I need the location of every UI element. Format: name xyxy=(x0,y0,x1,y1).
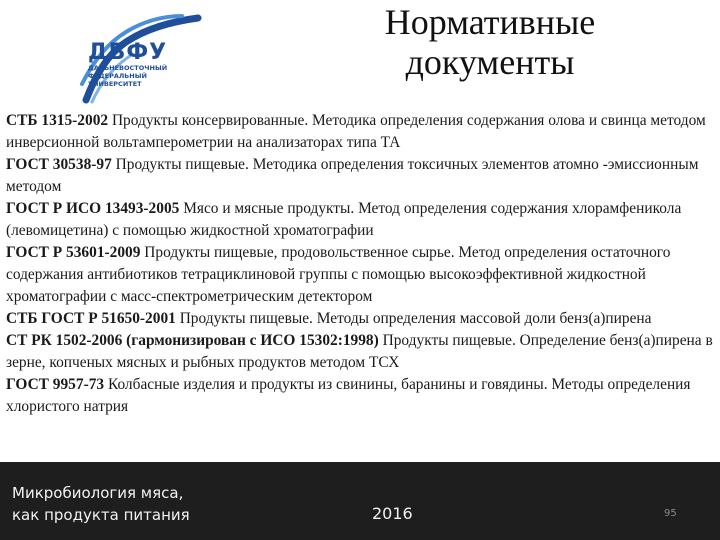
course-title xyxy=(12,482,190,526)
dvfu-logo xyxy=(78,14,218,104)
slide-title-line1: Нормативные xyxy=(384,2,596,42)
document-item xyxy=(6,308,714,330)
footer-bar xyxy=(0,462,720,540)
logo-subtitle-line2: ФЕДЕРАЛЬНЫЙ xyxy=(88,72,147,80)
document-item xyxy=(6,110,714,154)
logo-abbreviation: ДВФУ xyxy=(88,40,168,65)
document-item xyxy=(6,198,714,242)
course-title-line1: Микробиология мяса, xyxy=(12,484,184,502)
document-description: Продукты пищевые, продовольственное сырье. Метод определения остаточного содержания антибиотиков тетрациклиновой группы с помощью высокоэффективной жидкостной хроматографии с масс-спектрометрическим детектором xyxy=(6,244,671,305)
document-code: СТБ ГОСТ Р 51650-2001 xyxy=(6,310,176,327)
logo-subtitle-line1: ДАЛЬНЕВОСТОЧНЫЙ xyxy=(88,64,168,72)
documents-list xyxy=(6,110,714,418)
document-description: Колбасные изделия и продукты из свинины, баранины и говядины. Методы определения хлористого натрия xyxy=(6,376,691,415)
document-item xyxy=(6,330,714,374)
document-code: СТ РК 1502-2006 (гармонизирован с ИСО 15302:1998) xyxy=(6,332,379,349)
document-description: Мясо и мясные продукты. Метод определения содержания хлорамфеникола (левомицетина) с помощью жидкостной хроматографии xyxy=(6,200,682,239)
logo-text xyxy=(88,42,167,88)
document-code: ГОСТ Р ИСО 13493-2005 xyxy=(6,200,180,217)
document-code: ГОСТ Р 53601-2009 xyxy=(6,244,141,261)
document-item xyxy=(6,154,714,198)
slide-title xyxy=(340,2,640,82)
document-code: СТБ 1315-2002 xyxy=(6,112,109,129)
document-code: ГОСТ 9957-73 xyxy=(6,376,105,393)
document-description: Продукты пищевые. Методика определения токсичных элементов атомно -эмиссионным методом xyxy=(6,156,699,195)
document-code: ГОСТ 30538-97 xyxy=(6,156,112,173)
course-title-line2: как продукта питания xyxy=(12,506,190,524)
slide-number: 95 xyxy=(664,508,677,519)
logo-subtitle-line3: УНИВЕРСИТЕТ xyxy=(88,80,142,88)
slide-title-line2: документы xyxy=(405,42,575,82)
document-description: Продукты консервированные. Методика определения содержания олова и свинца методом инверсионной вольтамперометрии на анализаторах типа ТА xyxy=(6,112,706,151)
document-description: Продукты пищевые. Определение бенз(а)пирена в зерне, копченых мясных и рыбных продуктов методом ТСХ xyxy=(6,332,713,371)
footer-year: 2016 xyxy=(372,504,413,523)
document-item xyxy=(6,374,714,418)
document-description: Продукты пищевые. Методы определения массовой доли бенз(а)пирена xyxy=(175,310,652,327)
document-item xyxy=(6,242,714,308)
